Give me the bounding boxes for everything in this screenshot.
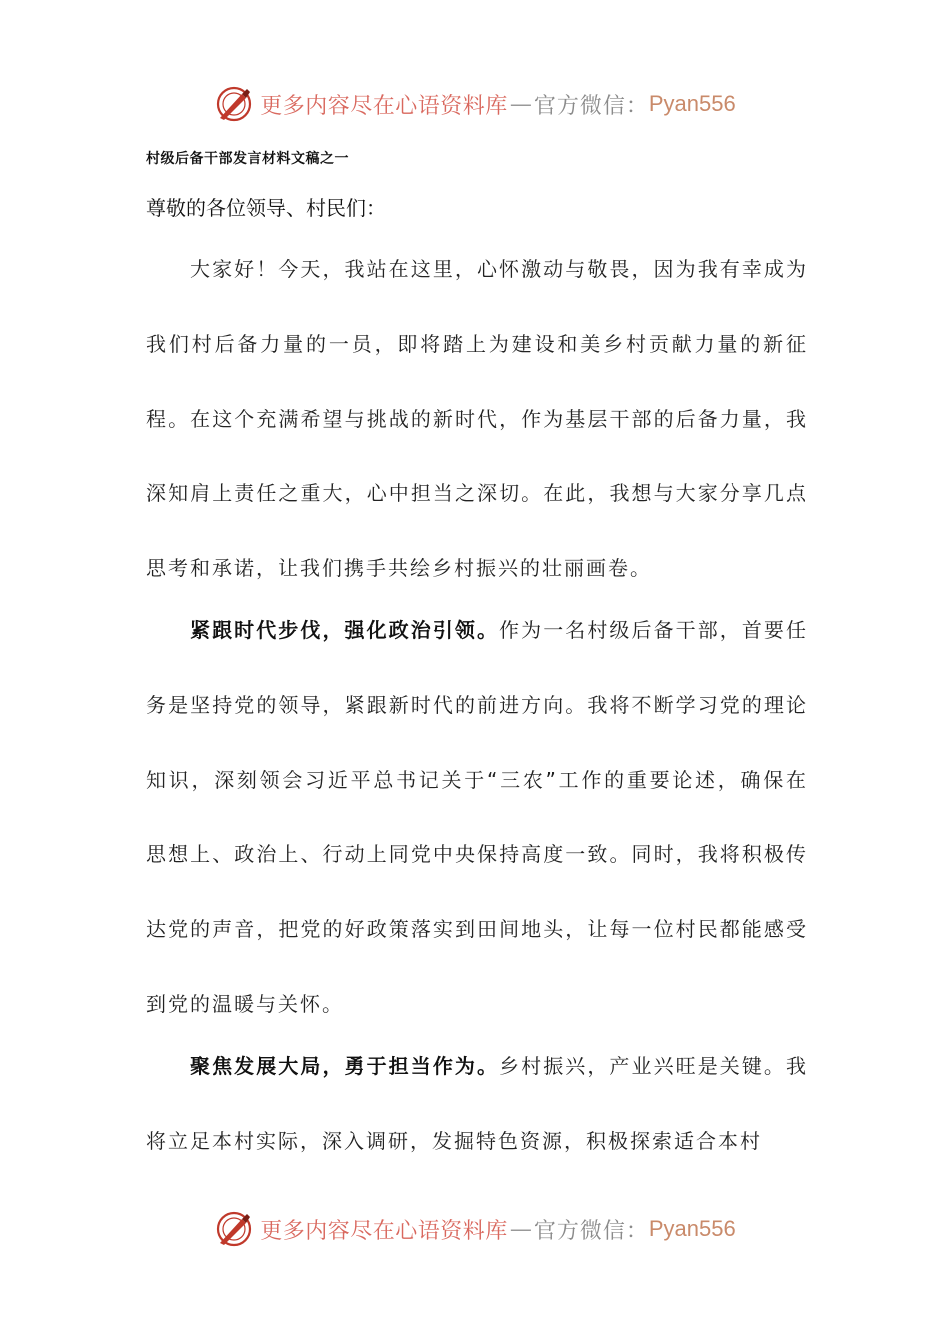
document-title: 村级后备干部发言材料文稿之一 (146, 151, 349, 167)
banner-wechat-id: Pyan556 (648, 1216, 736, 1241)
banner-text: 更多内容尽在心语资料库 (260, 1218, 508, 1244)
banner-wechat-label: 官方微信： (533, 1218, 649, 1244)
paragraph-1 (146, 232, 808, 606)
paragraph-3 (146, 1029, 808, 1179)
pen-logo-icon (214, 1209, 254, 1249)
salutation: 尊敬的各位领导、村民们： (146, 196, 386, 220)
paragraph-lead: 聚焦发展大局，勇于担当作为。 (190, 1053, 500, 1078)
paragraph-text: 作为一名村级后备干部，首要任务是坚持党的领导，紧跟新时代的前进方向。我将不断学习党的理论知识，深刻领会习近平总书记关于“三农”工作的重要论述，确保在思想上、政治上、行动上同党中央保持高度一致。同时，我将积极传达党的声音，把党的好政策落实到田间地头，让每一位村民都能感受到党的温暖与关怀。 (146, 617, 809, 1016)
paragraph-2 (146, 593, 808, 1042)
paragraph-text: 乡村振兴，产业兴旺是关键。我将立足本村实际，深入调研，发掘特色资源，积极探索适合本村 (146, 1053, 809, 1153)
footer-banner (0, 1205, 950, 1253)
banner-dash: — (509, 91, 532, 117)
header-banner (0, 80, 950, 128)
banner-dash: — (509, 1216, 532, 1242)
paragraph-lead: 紧跟时代步伐，强化政治引领。 (190, 617, 500, 642)
document-body (146, 232, 808, 1178)
pen-logo-icon (214, 84, 254, 124)
banner-wechat-label: 官方微信： (533, 93, 649, 119)
banner-wechat-id: Pyan556 (648, 91, 736, 116)
banner-text: 更多内容尽在心语资料库 (260, 93, 508, 119)
paragraph-text: 大家好！今天，我站在这里，心怀激动与敬畏，因为我有幸成为我们村后备力量的一员，即将踏上为建设和美乡村贡献力量的新征程。在这个充满希望与挑战的新时代，作为基层干部的后备力量，我深知肩上责任之重大，心中担当之深切。在此，我想与大家分享几点思考和承诺，让我们携手共绘乡村振兴的壮丽画卷。 (146, 257, 808, 581)
